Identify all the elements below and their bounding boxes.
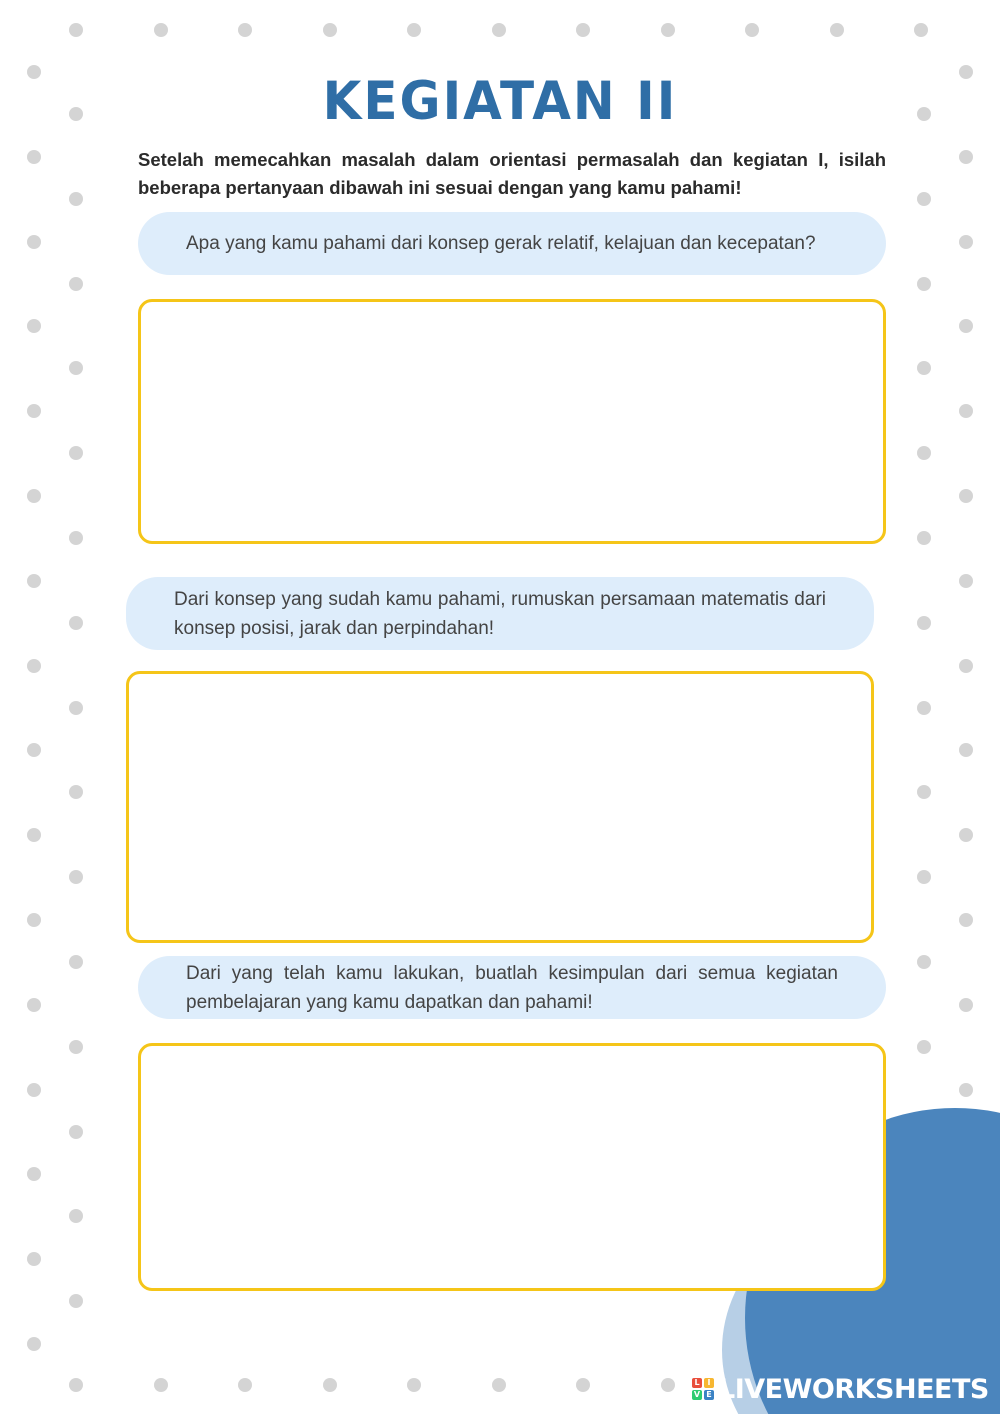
decorative-dot: [576, 23, 590, 37]
decorative-dot: [27, 1167, 41, 1181]
decorative-dot: [917, 616, 931, 630]
logo-text: LIVEWORKSHEETS: [718, 1373, 989, 1405]
decorative-dot: [661, 23, 675, 37]
decorative-dot: [69, 1209, 83, 1223]
decorative-dot: [407, 1378, 421, 1392]
answer-box-3[interactable]: [138, 1043, 886, 1291]
decorative-dot: [661, 1378, 675, 1392]
question-1-text: Apa yang kamu pahami dari konsep gerak relatif, kelajuan dan kecepatan?: [186, 233, 816, 254]
decorative-dot: [69, 701, 83, 715]
decorative-dot: [917, 531, 931, 545]
decorative-dot: [917, 785, 931, 799]
decorative-dot: [492, 23, 506, 37]
logo-tiles-icon: [692, 1378, 714, 1400]
decorative-dot: [238, 23, 252, 37]
decorative-dot: [69, 446, 83, 460]
decorative-dot: [323, 23, 337, 37]
decorative-dot: [27, 235, 41, 249]
instructions-text: Setelah memecahkan masalah dalam orientasi permasalah dan kegiatan I, isilah beberapa pertanyaan dibawah ini sesuai dengan yang kamu pahami!: [138, 149, 886, 198]
decorative-dot: [27, 743, 41, 757]
answer-box-1[interactable]: [138, 299, 886, 544]
decorative-dot: [917, 701, 931, 715]
logo-tile: I: [704, 1378, 714, 1388]
decorative-dot: [69, 616, 83, 630]
decorative-dot: [27, 998, 41, 1012]
decorative-dot: [27, 913, 41, 927]
decorative-dot: [69, 1294, 83, 1308]
decorative-dot: [69, 23, 83, 37]
question-1: [138, 212, 886, 275]
decorative-dot: [917, 277, 931, 291]
decorative-dot: [959, 150, 973, 164]
decorative-dot: [69, 361, 83, 375]
decorative-dot: [27, 150, 41, 164]
decorative-dot: [407, 23, 421, 37]
decorative-dot: [959, 998, 973, 1012]
decorative-dot: [69, 531, 83, 545]
decorative-dot: [917, 361, 931, 375]
question-2: [126, 577, 874, 650]
decorative-dot: [914, 23, 928, 37]
decorative-dot: [917, 870, 931, 884]
decorative-dot: [917, 192, 931, 206]
decorative-dot: [917, 1040, 931, 1054]
question-2-text: Dari konsep yang sudah kamu pahami, rumuskan persamaan matematis dari konsep posisi, jarak dan perpindahan!: [174, 588, 826, 639]
decorative-dot: [323, 1378, 337, 1392]
decorative-dot: [154, 1378, 168, 1392]
decorative-dot: [27, 1252, 41, 1266]
decorative-dot: [959, 1083, 973, 1097]
page-title: KEGIATAN II: [322, 70, 678, 132]
question-3-text: Dari yang telah kamu lakukan, buatlah kesimpulan dari semua kegiatan pembelajaran yang kamu dapatkan dan pahami!: [186, 962, 838, 1013]
decorative-dot: [27, 1337, 41, 1351]
decorative-dot: [917, 955, 931, 969]
decorative-dot: [69, 785, 83, 799]
decorative-dot: [69, 1378, 83, 1392]
decorative-dot: [69, 1040, 83, 1054]
answer-box-2[interactable]: [126, 671, 874, 943]
decorative-dot: [492, 1378, 506, 1392]
decorative-dot: [959, 743, 973, 757]
decorative-dot: [959, 489, 973, 503]
decorative-dot: [959, 404, 973, 418]
decorative-dot: [238, 1378, 252, 1392]
decorative-dot: [917, 446, 931, 460]
decorative-dot: [27, 828, 41, 842]
logo-tile: L: [692, 1378, 702, 1388]
decorative-dot: [959, 574, 973, 588]
decorative-dot: [745, 23, 759, 37]
decorative-dot: [69, 955, 83, 969]
decorative-dot: [69, 277, 83, 291]
decorative-dot: [27, 574, 41, 588]
decorative-dot: [830, 23, 844, 37]
decorative-dot: [959, 235, 973, 249]
decorative-dot: [27, 659, 41, 673]
decorative-dot: [27, 1083, 41, 1097]
decorative-dot: [69, 870, 83, 884]
decorative-dot: [154, 23, 168, 37]
decorative-dot: [959, 659, 973, 673]
question-3: [138, 956, 886, 1019]
decorative-dot: [27, 489, 41, 503]
decorative-dot: [69, 1125, 83, 1139]
liveworksheets-logo[interactable]: [692, 1372, 989, 1406]
logo-tile: E: [704, 1390, 714, 1400]
decorative-dot: [959, 828, 973, 842]
decorative-dot: [959, 319, 973, 333]
decorative-dot: [27, 319, 41, 333]
logo-tile: V: [693, 1390, 701, 1399]
decorative-dot: [69, 192, 83, 206]
decorative-dot: [959, 913, 973, 927]
decorative-dot: [27, 404, 41, 418]
decorative-dot: [576, 1378, 590, 1392]
